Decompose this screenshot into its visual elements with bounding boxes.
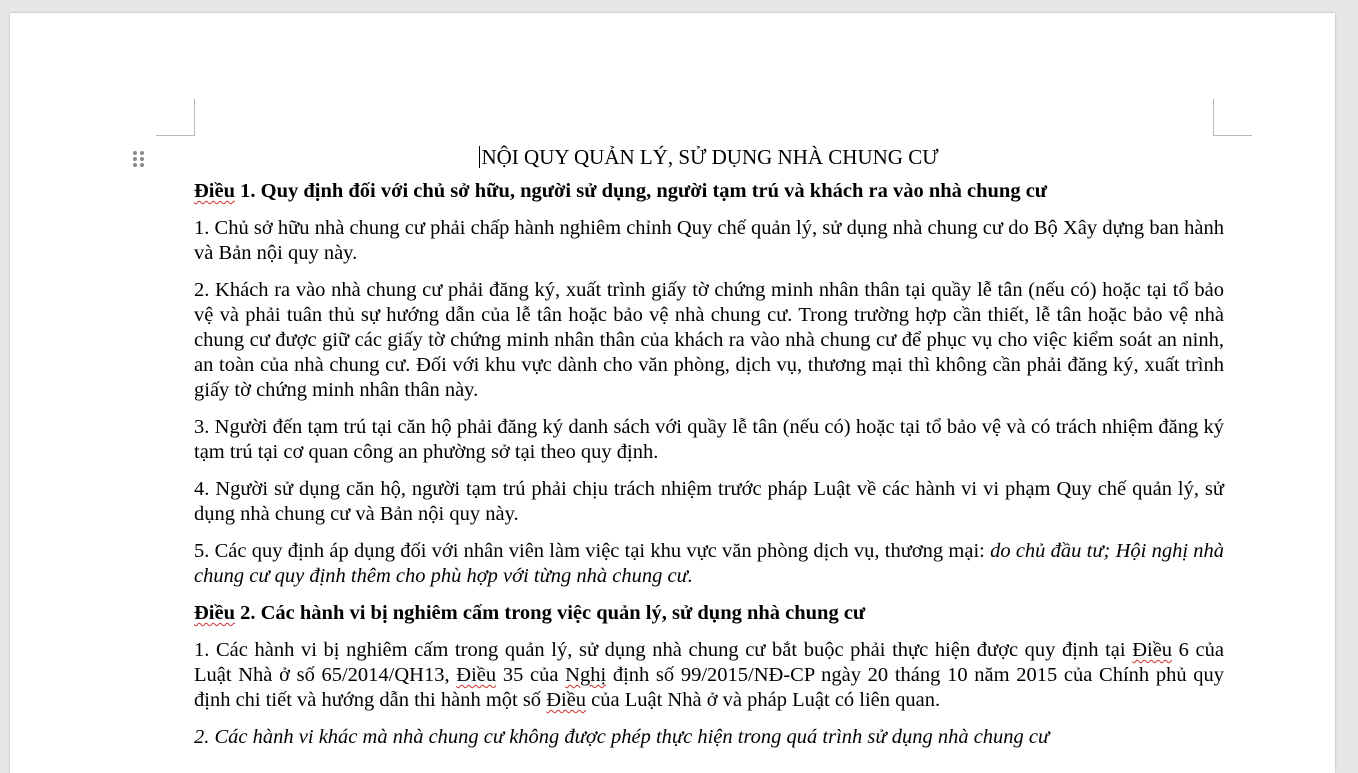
spellcheck-word[interactable]: Điều [456, 664, 497, 686]
document-page [10, 13, 1335, 773]
spellcheck-word[interactable]: Điều [194, 602, 235, 624]
spellcheck-word[interactable]: Nghị [565, 664, 607, 686]
article-1-item-1: 1. Chủ sở hữu nhà chung cư phải chấp hành nghiêm chỉnh Quy chế quản lý, sử dụng nhà chung cư do Bộ Xây dựng ban hành và Bản nội quy này. [194, 217, 1224, 264]
article-1-item-2: 2. Khách ra vào nhà chung cư phải đăng ký, xuất trình giấy tờ chứng minh nhân thân tại quầy lễ tân (nếu có) hoặc tại tổ bảo vệ và phải tuân thủ sự hướng dẫn của lễ tân hoặc bảo vệ nhà chung cư. Trong trường hợp cần thiết, lễ tân hoặc bảo vệ nhà chung cư được giữ các giấy tờ chứng minh nhân thân của khách ra vào nhà chung cư để phục vụ cho việc kiểm soát an ninh, an toàn của nhà chung cư. Đối với khu vực dành cho văn phòng, dịch vụ, thương mại thì không cần phải đăng ký, xuất trình giấy tờ chứng minh nhân thân này. [194, 279, 1224, 401]
spellcheck-word[interactable]: Điều [546, 689, 587, 711]
document-title: NỘI QUY QUẢN LÝ, SỬ DỤNG NHÀ CHUNG CƯ [481, 145, 939, 169]
spellcheck-word[interactable]: Điều [194, 180, 235, 202]
move-handle-icon[interactable] [133, 151, 145, 169]
document-body[interactable] [194, 145, 1224, 762]
article-2-heading: Điều 2. Các hành vi bị nghiêm cấm trong việc quản lý, sử dụng nhà chung cư [194, 602, 866, 624]
article-1-heading: Điều 1. Quy định đối với chủ sở hữu, người sử dụng, người tạm trú và khách ra vào nhà chung cư [194, 180, 1048, 202]
article-1-item-3: 3. Người đến tạm trú tại căn hộ phải đăng ký danh sách với quầy lễ tân (nếu có) hoặc tại tổ bảo vệ và có trách nhiệm đăng ký tạm trú tại cơ quan công an phường sở tại theo quy định. [194, 416, 1224, 463]
margin-corner-top-right [1213, 99, 1252, 136]
article-1-item-5: 5. Các quy định áp dụng đối với nhân viên làm việc tại khu vực văn phòng dịch vụ, thương mại: do chủ đầu tư; Hội nghị nhà chung cư quy định thêm cho phù hợp với từng nhà chung cư. [194, 540, 1224, 587]
article-2-item-2: 2. Các hành vi khác mà nhà chung cư không được phép thực hiện trong quá trình sử dụng nhà chung cư [194, 726, 1050, 748]
article-2-item-1: 1. Các hành vi bị nghiêm cấm trong quản lý, sử dụng nhà chung cư bắt buộc phải thực hiện được quy định tại Điều 6 của Luật Nhà ở số 65/2014/QH13, Điều 35 của Nghị định số 99/2015/NĐ-CP ngày 20 tháng 10 năm 2015 của Chính phủ quy định chi tiết và hướng dẫn thi hành một số Điều của Luật Nhà ở và pháp Luật có liên quan. [194, 639, 1224, 711]
article-1-item-4: 4. Người sử dụng căn hộ, người tạm trú phải chịu trách nhiệm trước pháp Luật về các hành vi vi phạm Quy chế quản lý, sử dụng nhà chung cư và Bản nội quy này. [194, 478, 1224, 525]
margin-corner-top-left [156, 99, 195, 136]
spellcheck-word[interactable]: Điều [1132, 639, 1173, 661]
